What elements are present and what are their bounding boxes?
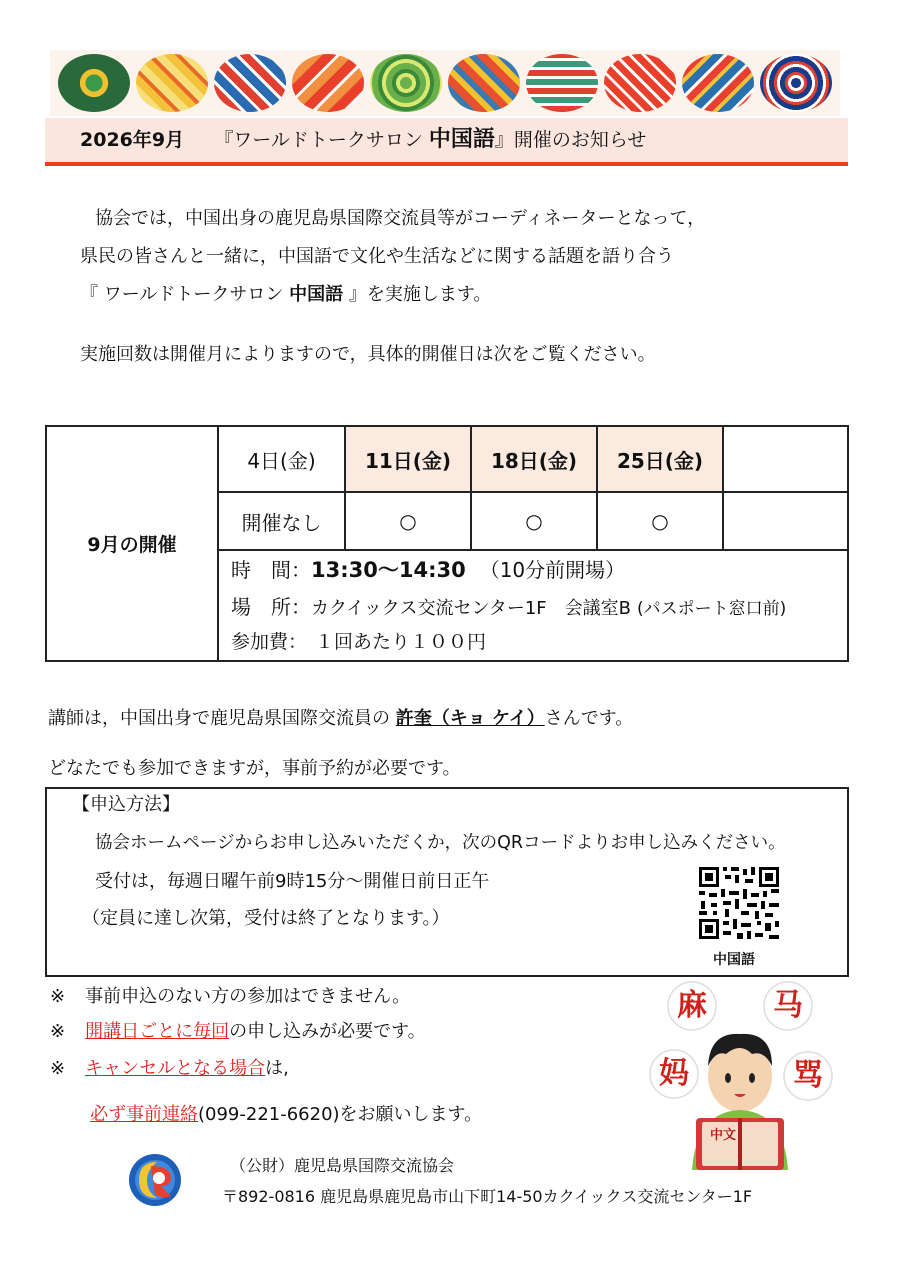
title-suffix: 』開催のお知らせ bbox=[494, 129, 647, 151]
pattern-circle-5 bbox=[370, 54, 442, 112]
book-title: 中文 bbox=[709, 1128, 736, 1143]
intro-line-1: 協会では，中国出身の鹿児島県国際交流員等がコーディネーターとなって， bbox=[95, 208, 706, 229]
place-label: 場 所： bbox=[231, 595, 311, 619]
intro-line-3-pre: 『 ワールドトークサロン bbox=[80, 284, 290, 305]
title-language: 中国語 bbox=[428, 127, 495, 152]
intro-line-3-bold: 中国語 bbox=[289, 284, 344, 305]
organization-logo bbox=[125, 1152, 185, 1208]
schedule-status-1: 開催なし bbox=[241, 510, 322, 535]
title-year-month: 2026年9月 bbox=[80, 129, 185, 151]
schedule-date-3: 18日(金) bbox=[472, 427, 596, 491]
qr-code[interactable] bbox=[697, 865, 781, 941]
note-mark: ※ bbox=[50, 1021, 66, 1042]
instructor-post: さんです。 bbox=[544, 708, 634, 729]
pattern-circle-2 bbox=[136, 54, 208, 112]
apply-line-1: 協会ホームページからお申し込みいただくか，次のQRコードよりお申し込みください。 bbox=[95, 833, 786, 853]
schedule-place bbox=[231, 591, 786, 625]
student-illustration bbox=[640, 980, 845, 1170]
apply-line-2: 受付は，毎週日曜午前9時15分～開催日前日正午 bbox=[95, 871, 490, 892]
qr-code-image bbox=[697, 865, 781, 941]
time-note: （10分前開場） bbox=[479, 558, 626, 582]
time-value: 13:30～14:30 bbox=[311, 558, 466, 582]
fee-label: 参加費： bbox=[231, 631, 308, 653]
time-label: 時 間： bbox=[231, 558, 311, 582]
pattern-circle-3 bbox=[214, 54, 286, 112]
qr-caption: 中国語 bbox=[713, 952, 755, 968]
intro-line-3-post: 』を実施します。 bbox=[343, 284, 492, 305]
schedule-date-4: 25日(金) bbox=[598, 427, 722, 491]
schedule-fee bbox=[231, 626, 486, 658]
instructor-line bbox=[48, 705, 633, 733]
note-4-red: 必ず事前連絡 bbox=[90, 1104, 198, 1125]
note-4-post: (099-221-6620)をお願いします。 bbox=[198, 1104, 483, 1125]
footer-org: （公財）鹿児島県国際交流協会 bbox=[230, 1156, 455, 1175]
apply-line-3: （定員に達し次第，受付は終了となります。） bbox=[82, 908, 450, 929]
schedule-table bbox=[45, 425, 849, 662]
organization-logo-mark bbox=[125, 1152, 185, 1208]
note-2-red: 開講日ごとに毎回 bbox=[85, 1021, 230, 1042]
note-mark: ※ bbox=[50, 986, 66, 1007]
note-3 bbox=[50, 1055, 289, 1083]
schedule-status-2: ○ bbox=[399, 509, 417, 533]
schedule-date-1: 4日(金) bbox=[247, 448, 316, 473]
pattern-circle-8 bbox=[604, 54, 676, 112]
pattern-circle-10 bbox=[760, 54, 832, 112]
note-3-post: は, bbox=[265, 1058, 289, 1079]
bubble-char-1: 麻 bbox=[677, 988, 707, 1023]
schedule-date-5 bbox=[724, 427, 847, 491]
place-note: (パスポート窓口前) bbox=[637, 599, 787, 619]
schedule-time bbox=[231, 554, 625, 586]
place-value: カクイックス交流センター1F 会議室B bbox=[311, 598, 631, 619]
note-2-post: の申し込みが必要です。 bbox=[229, 1021, 426, 1042]
pattern-circle-1 bbox=[58, 54, 130, 112]
bubble-char-4: 骂 bbox=[793, 1058, 823, 1093]
note-1-text: 事前申込のない方の参加はできません。 bbox=[85, 986, 411, 1007]
note-mark: ※ bbox=[50, 1058, 66, 1079]
note-2 bbox=[50, 1018, 426, 1046]
schedule-date-2: 11日(金) bbox=[346, 427, 470, 491]
title-salon-name: 『ワールドトークサロン bbox=[214, 129, 423, 151]
note-3-red: キャンセルとなる場合 bbox=[85, 1058, 266, 1079]
schedule-status-5 bbox=[724, 493, 847, 549]
instructor-pre: 講師は，中国出身で鹿児島県国際交流員の bbox=[48, 708, 396, 729]
decorative-pattern-strip bbox=[50, 50, 840, 116]
bubble-char-3: 妈 bbox=[659, 1056, 689, 1091]
page-title bbox=[80, 124, 646, 156]
intro-line-3 bbox=[80, 281, 491, 309]
schedule-status-3: ○ bbox=[525, 509, 543, 533]
apply-heading: 【申込方法】 bbox=[72, 794, 180, 815]
intro-line-2: 県民の皆さんと一緒に，中国語で文化や生活などに関する話題を語り合う bbox=[80, 246, 674, 267]
schedule-status-4: ○ bbox=[651, 509, 669, 533]
pattern-circle-7 bbox=[526, 54, 598, 112]
pattern-circle-9 bbox=[682, 54, 754, 112]
intro-line-4: 実施回数は開催月によりますので，具体的開催日は次をご覧ください。 bbox=[80, 344, 656, 365]
footer-address: 〒892-0816 鹿児島県鹿児島市山下町14-50カクイックス交流センター1F bbox=[222, 1187, 753, 1206]
fee-value: １回あたり１００円 bbox=[315, 631, 487, 653]
reservation-note: どなたでも参加できますが，事前予約が必要です。 bbox=[48, 758, 461, 779]
instructor-name: 許奎（キョ ケイ） bbox=[395, 708, 545, 729]
pattern-circle-4 bbox=[292, 54, 364, 112]
note-4 bbox=[90, 1101, 482, 1129]
note-1 bbox=[50, 983, 410, 1011]
bubble-char-2: 马 bbox=[773, 988, 803, 1023]
pattern-circle-6 bbox=[448, 54, 520, 112]
schedule-month-label: 9月の開催 bbox=[87, 534, 177, 556]
